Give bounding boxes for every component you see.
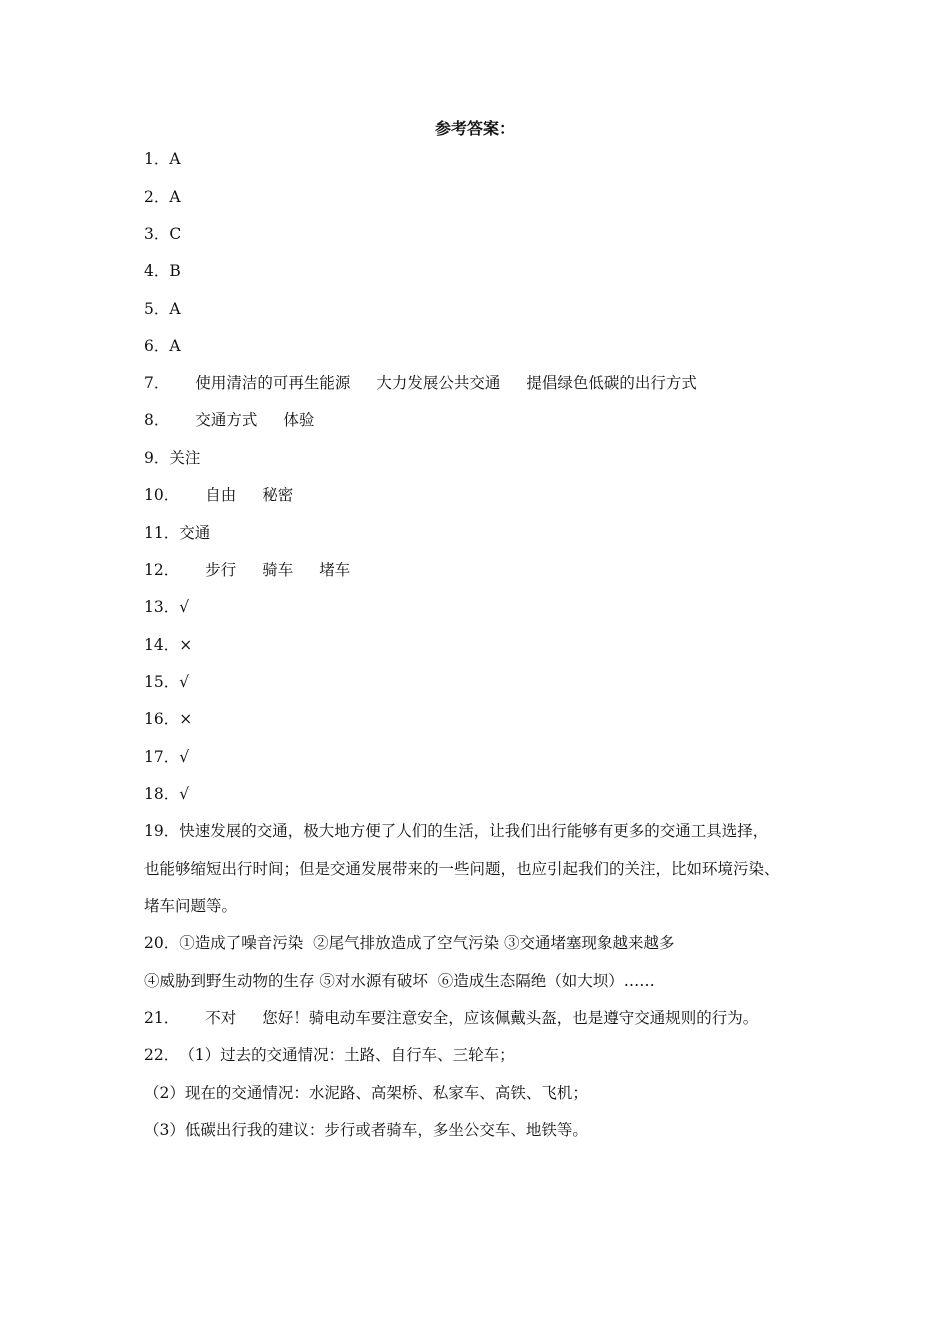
answer-5: 5．A (144, 300, 181, 318)
answer-13: 13．√ (144, 598, 190, 616)
answer-22-line-1: 22．（1）过去的交通情况：土路、自行车、三轮车； (144, 1046, 515, 1064)
answer-16: 16．× (144, 710, 193, 728)
answer-11: 11．交通 (144, 524, 211, 542)
answer-9: 9．关注 (144, 449, 201, 467)
answer-19-line-2: 也能够缩短出行时间；但是交通发展带来的一些问题，也应引起我们的关注，比如环境污染、 (144, 860, 780, 878)
answer-21: 21． 不对 您好！骑电动车要注意安全，应该佩戴头盔，也是遵守交通规则的行为。 (144, 1009, 759, 1027)
answer-2: 2．A (144, 188, 181, 206)
answer-17: 17．√ (144, 748, 190, 766)
answer-6: 6．A (144, 337, 181, 355)
answer-4: 4．B (144, 262, 181, 280)
answer-22-line-2: （2）现在的交通情况：水泥路、高架桥、私家车、高铁、飞机； (144, 1084, 588, 1102)
answer-10: 10． 自由 秘密 (144, 486, 294, 504)
page-title: 参考答案： (434, 119, 515, 138)
answer-3: 3．C (144, 225, 182, 243)
answer-8: 8． 交通方式 体验 (144, 411, 315, 429)
answer-19-line-1: 19．快速发展的交通，极大地方便了人们的生活，让我们出行能够有更多的交通工具选择， (144, 822, 769, 840)
answer-14: 14．× (144, 636, 193, 654)
answer-12: 12． 步行 骑车 堵车 (144, 561, 351, 579)
answer-7: 7． 使用清洁的可再生能源 大力发展公共交通 提倡绿色低碳的出行方式 (144, 374, 697, 392)
answer-1: 1．A (144, 150, 181, 168)
answer-15: 15．√ (144, 673, 190, 691)
answer-22-line-3: （3）低碳出行我的建议：步行或者骑车，多坐公交车、地铁等。 (144, 1121, 588, 1139)
answer-18: 18．√ (144, 785, 190, 803)
answer-19-line-3: 堵车问题等。 (144, 897, 238, 915)
answer-20-line-2: ④威胁到野生动物的生存 ⑤对水源有破坏 ⑥造成生态隔绝（如大坝）…… (144, 972, 655, 990)
answer-20-line-1: 20．①造成了噪音污染 ②尾气排放造成了空气污染 ③交通堵塞现象越来越多 (144, 934, 675, 952)
